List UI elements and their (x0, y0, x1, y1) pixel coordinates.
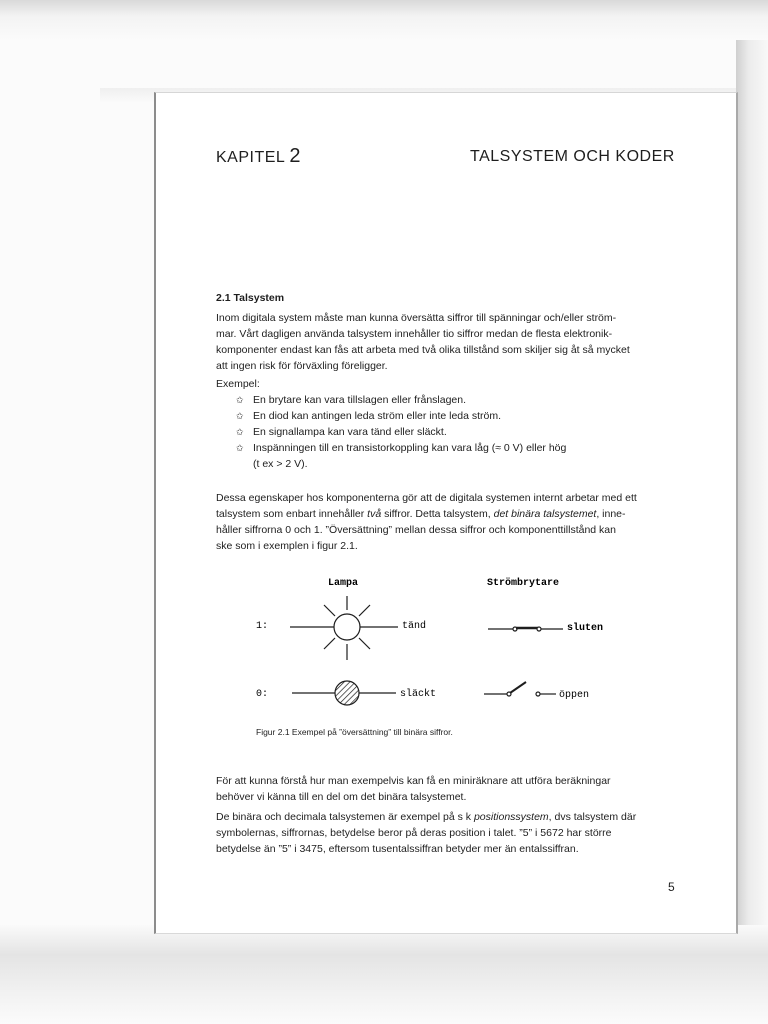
positional-paragraph (216, 809, 674, 857)
section-heading: 2.1 Talsystem (216, 292, 285, 304)
paragraph-line: symbolernas, siffrornas, betydelse beror på deras position i talet. ”5” i 5672 har större (216, 827, 612, 839)
list-item (236, 392, 566, 408)
paragraph-line: För att kunna förstå hur man exempelvis kan få en miniräknare att utföra beräkningar (216, 775, 611, 787)
list-item-continuation: (t ex > 2 V). (253, 458, 308, 470)
star-bullet-icon: ✩ (236, 411, 244, 421)
example-label: Exempel: (216, 378, 260, 390)
text-run: siffror. Detta talsystem, (381, 508, 494, 520)
list-item (236, 408, 566, 424)
paragraph-line: Inom digitala system måste man kunna översätta siffror till spänningar och/eller ström- (216, 312, 617, 324)
paragraph-line: ske som i exemplen i figur 2.1. (216, 540, 358, 552)
figure-2-1 (220, 568, 640, 718)
list-item (236, 424, 566, 440)
chapter-title: TALSYSTEM OCH KODER (470, 148, 675, 165)
binary-paragraph (216, 490, 674, 554)
page-number: 5 (668, 880, 675, 894)
figure-caption: Figur 2.1 Exempel på ”översättning” till binära siffror. (256, 727, 453, 737)
emphasis-text: positionssystem (473, 811, 549, 823)
text-run: , dvs talsystem där (548, 811, 637, 823)
chapter-number: 2 (289, 145, 301, 167)
calculator-paragraph (216, 773, 674, 805)
switch-closed-label: sluten (567, 623, 604, 634)
column-header-switch: Strömbrytare (487, 578, 560, 589)
text-run: De binära och decimala talsystemen är exempel på s k (216, 811, 474, 823)
list-item-text: En brytare kan vara tillslagen eller frånslagen. (253, 394, 467, 406)
row-label-1: 1: (256, 621, 269, 632)
paragraph-line (216, 506, 674, 522)
text-run: talsystem som enbart innehåller (216, 508, 368, 520)
switch-open-icon (484, 682, 556, 696)
switch-open-label: öppen (559, 690, 590, 701)
emphasis-text: två (367, 508, 382, 520)
scan-shadow-right (736, 40, 768, 940)
column-header-lamp: Lampa (328, 578, 359, 589)
example-list (236, 392, 566, 472)
star-bullet-icon: ✩ (236, 427, 244, 437)
list-item-text: En diod kan antingen leda ström eller inte leda ström. (253, 410, 502, 422)
switch-closed-icon (488, 627, 563, 631)
paragraph-line (216, 809, 674, 825)
star-bullet-icon: ✩ (236, 443, 244, 453)
list-item-text: Inspänningen till en transistorkoppling kan vara låg (≈ 0 V) eller hög (253, 442, 567, 454)
paragraph-line: håller siffrorna 0 och 1. ”Översättning” mellan dessa siffror och komponenttillstånd kan (216, 524, 616, 536)
text-run: , inne- (596, 508, 626, 520)
list-item-text: En signallampa kan vara tänd eller släckt. (253, 426, 447, 438)
list-item (236, 440, 566, 456)
paragraph-line: mar. Vårt dagligen använda talsystem innehåller tio siffror medan de flesta elektronik- (216, 328, 613, 340)
paragraph-line: behöver vi känna till en del om det binära talsystemet. (216, 791, 467, 803)
paragraph-line: Dessa egenskaper hos komponenterna gör att de digitala systemen internt arbetar med ett (216, 492, 637, 504)
chapter-label: KAPITEL (216, 149, 286, 166)
paragraph-line: betydelse än ”5” i 3475, eftersom tusentalssiffran betyder mer än entalssiffran. (216, 843, 579, 855)
lamp-off-label: släckt (400, 689, 437, 700)
lamp-on-label: tänd (402, 621, 427, 632)
chapter-heading (216, 145, 301, 168)
scan-shadow-top (0, 0, 768, 40)
intro-paragraph (216, 310, 674, 374)
row-label-0: 0: (256, 689, 269, 700)
scan-shadow-bottom (0, 925, 768, 1024)
star-bullet-icon: ✩ (236, 395, 244, 405)
lamp-off-icon (292, 681, 396, 705)
paragraph-line: att ingen risk för förväxling föreligger. (216, 360, 388, 372)
paragraph-line: komponenter endast kan fås att arbeta med två olika tillstånd som skiljer sig åt så mycket (216, 344, 630, 356)
emphasis-text: det binära talsystemet (493, 508, 597, 520)
lamp-on-icon (290, 596, 398, 660)
